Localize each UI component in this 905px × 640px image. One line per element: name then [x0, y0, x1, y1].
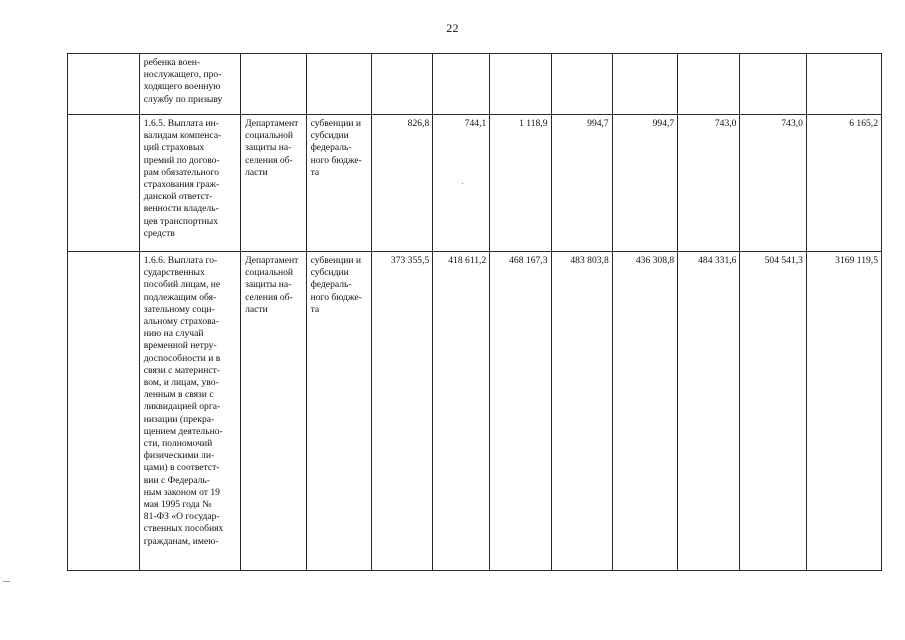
cell-text-line: данской ответст- — [143, 191, 213, 203]
total-cell — [806, 54, 881, 115]
value-cell: 483 803,8 — [551, 252, 612, 571]
index-cell — [68, 115, 140, 252]
cell-text-line: щением деятельно- — [143, 425, 223, 437]
cell-text-line: субвенции и — [310, 118, 362, 129]
cell-text-line: субсидии — [310, 267, 349, 279]
value-cell: 436 308,8 — [612, 252, 677, 571]
cell-text-line: ственных пособиях — [143, 523, 224, 535]
cell-text-line: селения об- — [245, 154, 293, 166]
cell-text-line: зательному соци- — [143, 303, 215, 315]
value-cell: 994,7 — [551, 115, 612, 252]
total-cell: 3169 119,5 — [806, 252, 881, 571]
value-cell: 418 611,2 — [433, 252, 490, 571]
cell-text-line: та — [310, 166, 320, 178]
table-row — [68, 115, 882, 252]
cell-text-line: рам обязательного — [143, 166, 219, 178]
value-cell: 468 167,3 — [490, 252, 551, 571]
value-cell: 1 118,9 — [490, 115, 551, 252]
total-cell: 6 165,2 — [806, 115, 881, 252]
cell-text-line: федераль- — [310, 142, 352, 154]
cell-text-line: ного бюдже- — [310, 291, 362, 303]
value-cell: 743,0 — [740, 115, 807, 252]
description-cell — [139, 252, 240, 571]
executor-cell — [241, 54, 306, 115]
cell-text-line: службу по призыву — [143, 93, 223, 105]
cell-text-line: цев транспортных — [143, 215, 219, 227]
value-cell: 504 541,3 — [740, 252, 807, 571]
cell-text-line: мая 1995 года № — [143, 499, 212, 511]
scan-mark — [3, 581, 10, 582]
cell-text-line: федераль- — [310, 279, 352, 291]
value-cell: 744,1 — [433, 115, 490, 252]
cell-text-line: сти, полномочий — [143, 438, 213, 450]
cell-text-line: пособий лицам, не — [143, 279, 221, 291]
cell-text-line: ленным в связи с — [143, 389, 214, 401]
table-row — [68, 54, 882, 115]
index-cell — [68, 252, 140, 571]
value-cell — [433, 54, 490, 115]
cell-text-line: доспособности и в — [143, 352, 221, 364]
cell-text-line: ласти — [245, 303, 268, 315]
cell-text-line: ликвидацией орга- — [143, 401, 221, 413]
cell-text-line: 1.6.6. Выплата го- — [143, 255, 218, 266]
cell-text-line: субсидии — [310, 130, 349, 142]
cell-text-line: защиты на- — [245, 279, 292, 291]
cell-text-line: венности владель- — [143, 203, 219, 215]
value-cell: 484 331,6 — [678, 252, 740, 571]
page-number: 22 — [446, 21, 459, 35]
value-cell: 826,8 — [372, 115, 433, 252]
value-cell — [740, 54, 807, 115]
cell-text-line: нию на случай — [143, 328, 204, 340]
cell-text-line: ного бюдже- — [310, 154, 362, 166]
cell-text-line: вом, и лицам, уво- — [143, 377, 219, 389]
description-cell — [139, 54, 240, 115]
cell-text-line: ций страховых — [143, 142, 205, 154]
funding-source-cell — [306, 54, 371, 115]
executor-cell — [241, 252, 306, 571]
cell-text-line: средств — [143, 227, 175, 239]
cell-text-line: Департамент — [245, 255, 299, 266]
funding-source-cell — [306, 252, 371, 571]
executor-cell — [241, 115, 306, 252]
cell-text-line: временной нетру- — [143, 340, 217, 352]
cell-text-line: вии с Федераль- — [143, 474, 210, 486]
cell-text-line: защиты на- — [245, 142, 292, 154]
description-cell — [139, 115, 240, 252]
cell-text-line: подлежащим обя- — [143, 291, 217, 303]
funding-source-cell — [306, 115, 371, 252]
cell-text-line: селения об- — [245, 291, 293, 303]
index-cell — [68, 54, 140, 115]
value-cell — [490, 54, 551, 115]
value-cell: 994,7 — [612, 115, 677, 252]
cell-text-line: субвенции и — [310, 255, 362, 266]
cell-text-line: социальной — [245, 130, 294, 142]
cell-text-line: Департамент — [245, 118, 299, 129]
program-table — [67, 53, 882, 571]
cell-text-line: цами) в соответст- — [143, 462, 220, 474]
cell-text-line: ребенка воен- — [143, 57, 201, 68]
value-cell — [372, 54, 433, 115]
cell-text-line: 1.6.5. Выплата ин- — [143, 118, 219, 129]
cell-text-line: социальной — [245, 267, 294, 279]
cell-text-line: ходящего военную — [143, 81, 221, 93]
cell-text-line: 81-ФЗ «О государ- — [143, 511, 220, 523]
cell-text-line: валидам компенса- — [143, 130, 222, 142]
cell-text-line: гражданам, имею- — [143, 535, 219, 547]
cell-text-line: премий по догово- — [143, 154, 220, 166]
value-cell — [612, 54, 677, 115]
cell-text-line: ным законом от 19 — [143, 486, 220, 498]
value-cell: 743,0 — [678, 115, 740, 252]
cell-text-line: страхования граж- — [143, 179, 220, 191]
value-cell: 373 355,5 — [372, 252, 433, 571]
cell-text-line: связи с материнст- — [143, 364, 221, 376]
cell-text-line: та — [310, 303, 320, 315]
table-row — [68, 252, 882, 571]
cell-text-line: низации (прекра- — [143, 413, 215, 425]
cell-text-line: альному страхова- — [143, 316, 220, 328]
cell-text-line: физическими ли- — [143, 450, 215, 462]
cell-text-line: ласти — [245, 166, 268, 178]
value-cell — [551, 54, 612, 115]
value-cell — [678, 54, 740, 115]
cell-text-line: нослужащего, про- — [143, 69, 222, 81]
cell-text-line: сударственных — [143, 267, 205, 279]
